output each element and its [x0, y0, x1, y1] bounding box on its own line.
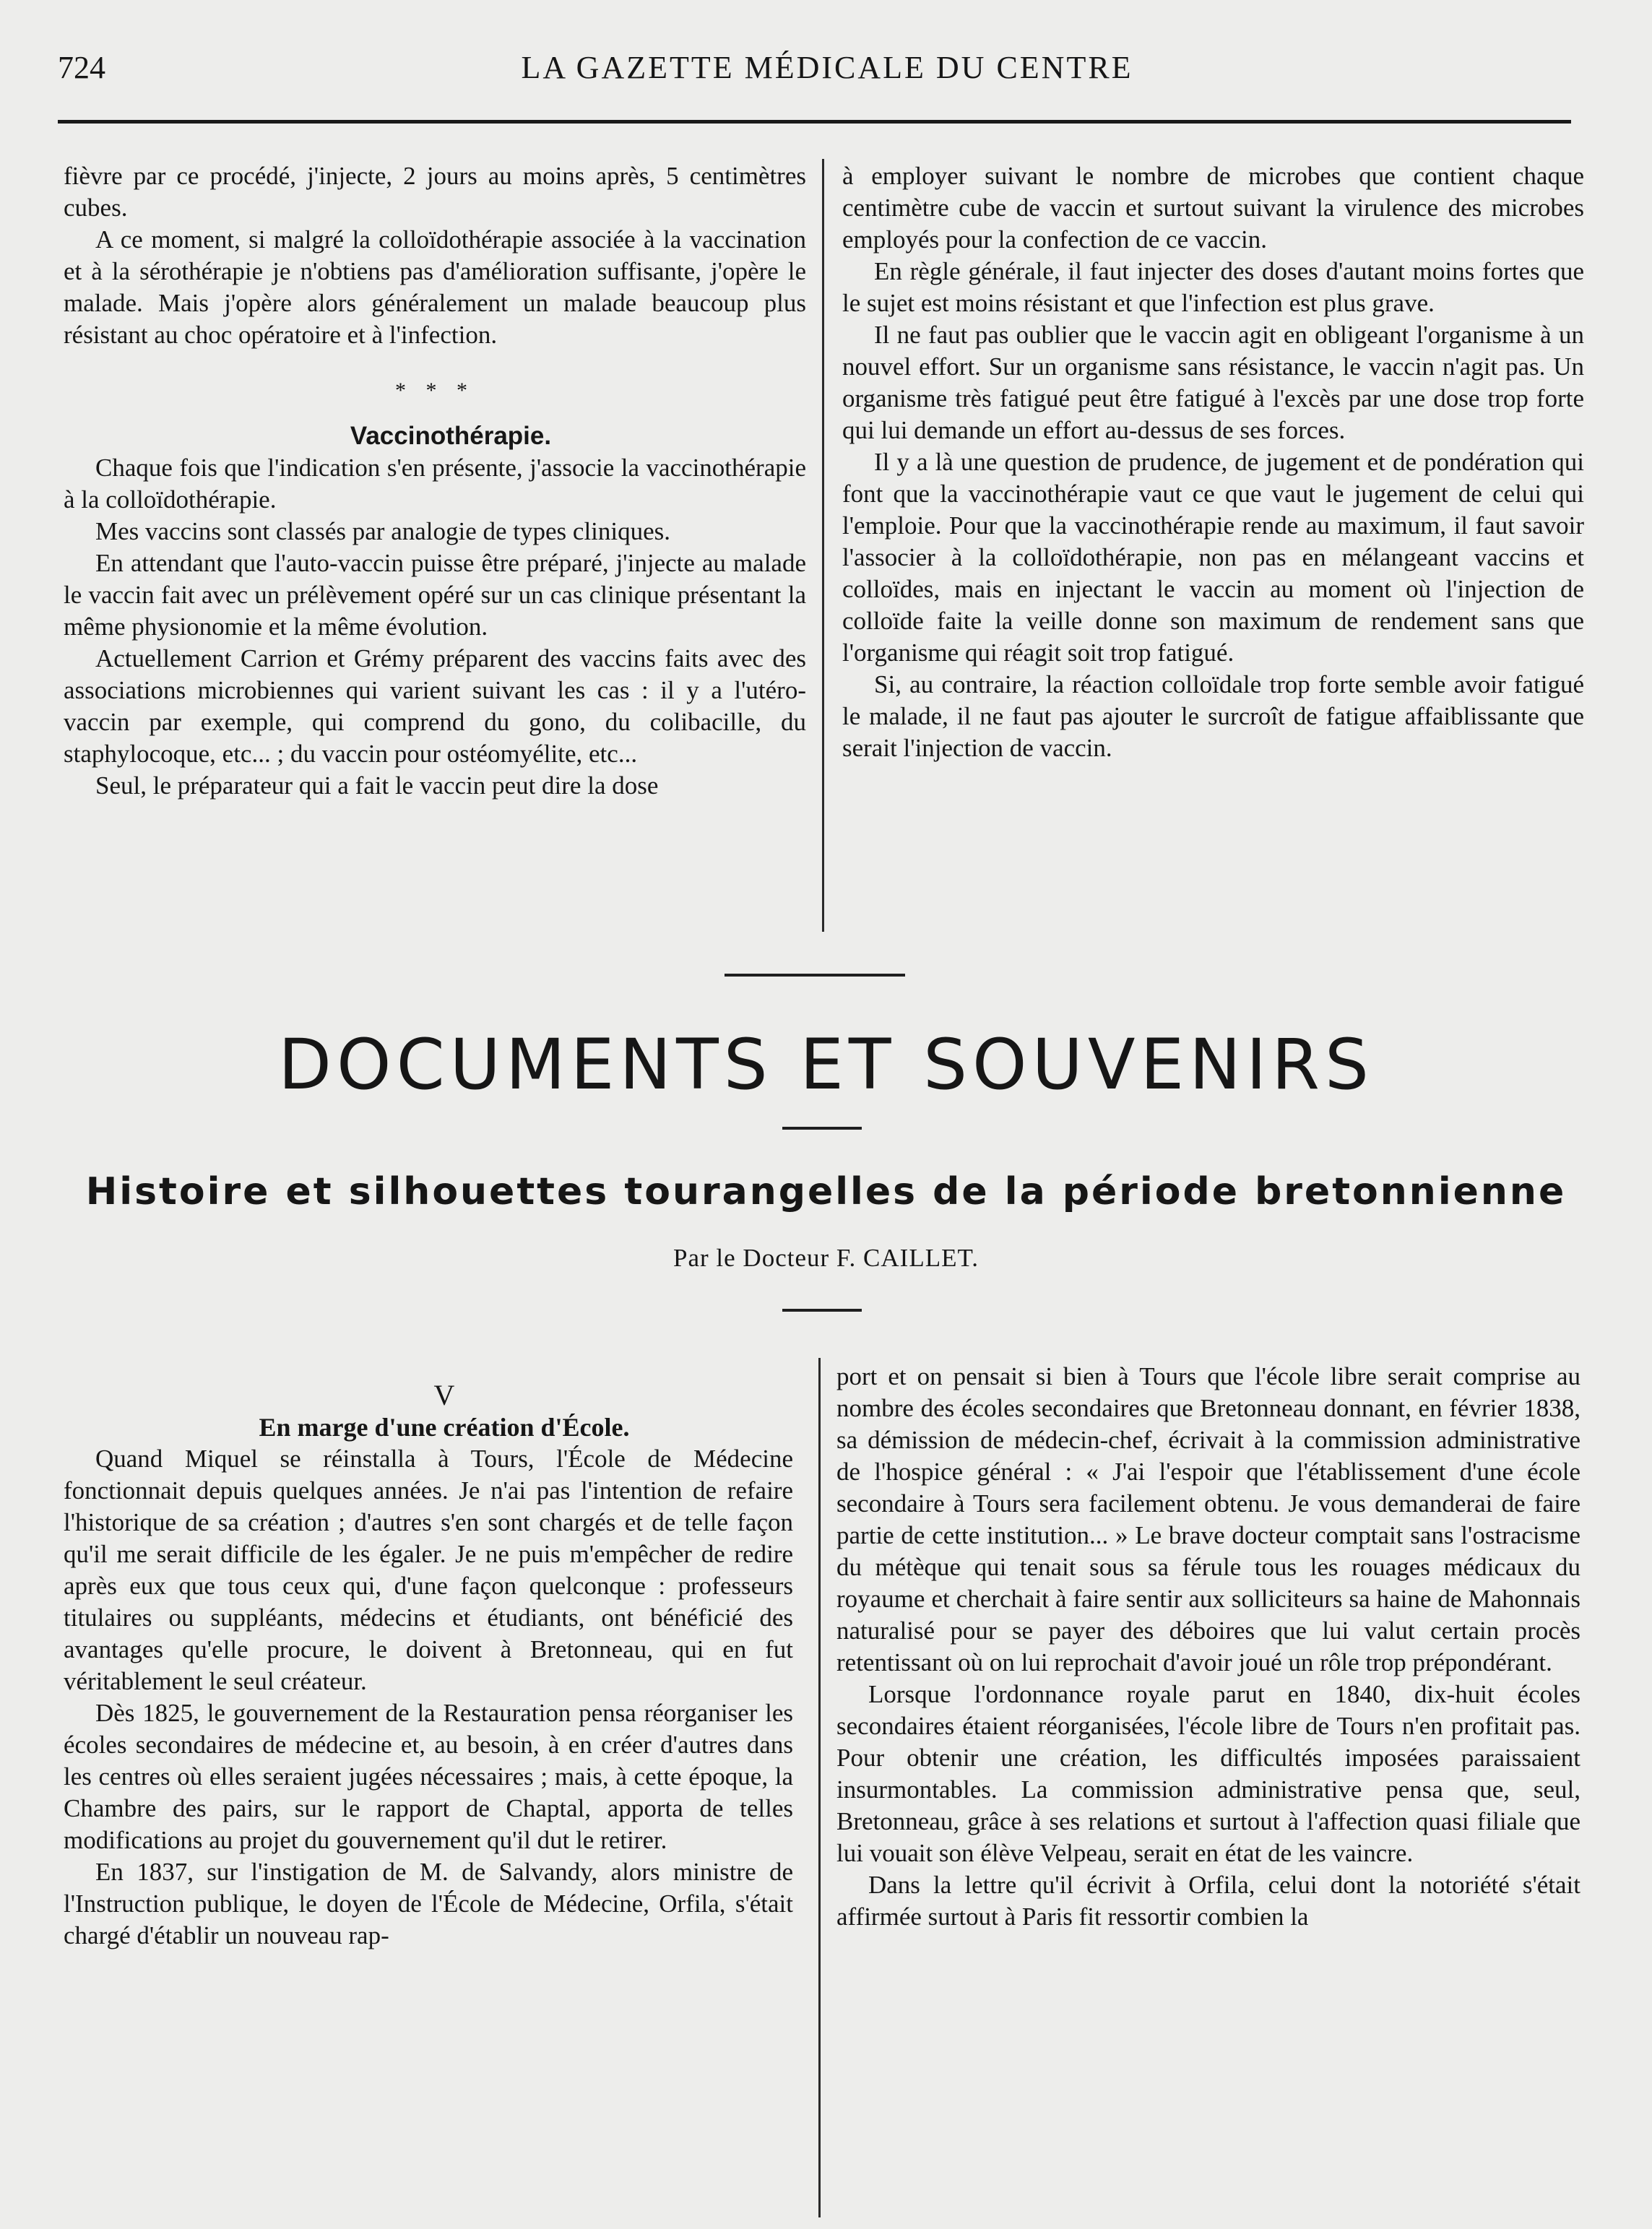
section-rule: [782, 1127, 862, 1130]
section-rule: [782, 1309, 862, 1312]
article-title: Histoire et silhouettes tourangelles de la période bretonnienne: [85, 1170, 1567, 1213]
section-title: DOCUMENTS ET SOUVENIRS: [278, 1024, 1374, 1105]
paragraph: Quand Miquel se réinstalla à Tours, l'École de Médecine fonctionnait depuis quelques années. Je n'ai pas l'intention de refaire l'historique de sa création ; d'autres s'en sont chargés et de telle façon qu'il me serait difficile de les égaler. Je ne puis m'empêcher de redire après eux que tous ceux qui, d'une façon quelconque : professeurs titulaires ou suppléants, médecins et étudiants, ont bénéficié des avantages qu'elle procure, le doivent à Bretonneau, qui en fut véritablement le seul créateur.: [64, 1445, 793, 1695]
paragraph: Il ne faut pas oublier que le vaccin agit en obligeant l'organisme à un nouvel effort. Sur un organisme sans résistance, le vaccin n'agit pas. Un organisme très fatigué peut être fatigué à l'excès par une dose trop forte qui lui demande un effort au-dessus de ses forces.: [842, 321, 1584, 444]
top-right-column: [842, 160, 1584, 764]
paragraph: Seul, le préparateur qui a fait le vaccin peut dire la dose: [95, 771, 659, 800]
header-rule: [58, 120, 1571, 124]
page-number: 724: [58, 50, 105, 85]
paragraph: En 1837, sur l'instigation de M. de Salvandy, alors ministre de l'Instruction publique, le doyen de l'École de Médecine, Orfila, s'était chargé d'établir un nouveau rap-: [64, 1858, 793, 1949]
column-divider: [818, 1358, 821, 2217]
paragraph: Dans la lettre qu'il écrivit à Orfila, celui dont la notoriété s'était affirmée surtout à Paris fit ressortir combien la: [836, 1871, 1580, 1931]
paragraph: port et on pensait si bien à Tours que l'école libre serait comprise au nombre des écoles secondaires que Bretonneau donnant, en février 1838, sa démission de médecin-chef, écrivait à la commission administrative de l'hospice général : « J'ai l'espoir que l'établissement d'une école secondaire à Tours sera facilement obtenu. Je vous demanderai de faire partie de cette institution... » Le brave docteur comptait sans l'ostracisme du métèque qui tenait sous sa férule tous les rouages médicaux du royaume et cherchait à faire sentir aux solliciteurs sa haine de Mahonnais naturalisé pour se payer des déboires que lui valut certain procès retentissant où on lui reprochait d'avoir joué un rôle trop prépondérant.: [836, 1362, 1580, 1676]
section-rule: [725, 974, 905, 977]
paragraph: fièvre par ce procédé, j'injecte, 2 jours au moins après, 5 centimètres cubes.: [64, 162, 806, 222]
paragraph: à employer suivant le nombre de microbes que contient chaque centimètre cube de vaccin et surtout suivant la virulence des microbes employés pour la confection de ce vaccin.: [842, 162, 1584, 254]
paragraph: Actuellement Carrion et Grémy préparent des vaccins faits avec des associations microbiennes qui varient suivant les cas : il y a l'utéro-vaccin par exemple, qui comprend du gono, du colibacille, du staphylocoque, etc... ; du vaccin pour ostéomyélite, etc...: [64, 644, 806, 768]
chapter-title: En marge d'une création d'École.: [259, 1413, 630, 1442]
journal-title: LA GAZETTE MÉDICALE DU CENTRE: [521, 50, 1133, 85]
paragraph: Chaque fois que l'indication s'en présente, j'associe la vaccinothérapie à la colloïdothérapie.: [64, 454, 806, 514]
byline: Par le Docteur F. CAILLET.: [673, 1244, 979, 1272]
paragraph: Mes vaccins sont classés par analogie de types cliniques.: [95, 517, 671, 545]
page-header: [58, 49, 1596, 100]
bottom-left-column: [64, 1380, 793, 1952]
paragraph: En règle générale, il faut injecter des doses d'autant moins fortes que le sujet est moins résistant et que l'infection est plus grave.: [842, 257, 1584, 317]
paragraph: Si, au contraire, la réaction colloïdale trop forte semble avoir fatigué le malade, il ne faut pas ajouter le surcroît de fatigue affaiblissante que serait l'injection de vaccin.: [842, 670, 1584, 762]
top-left-column: [64, 160, 806, 802]
paragraph: En attendant que l'auto-vaccin puisse être préparé, j'injecte au malade le vaccin fait avec un prélèvement opéré sur un cas clinique présentant la même physionomie et la même évolution.: [64, 549, 806, 641]
chapter-number: V: [433, 1379, 455, 1411]
column-divider: [822, 159, 824, 932]
bottom-right-column: [836, 1361, 1580, 1933]
paragraph: Lorsque l'ordonnance royale parut en 1840, dix-huit écoles secondaires étaient réorganisées, l'école libre de Tours n'en profitait pas. Pour obtenir une création, les difficultés imposées paraissaient insurmontables. La commission administrative pensa que, seul, Bretonneau, grâce à ses relations et surtout à l'affection quasi filiale que lui vouait son élève Velpeau, serait en état de les vaincre.: [836, 1680, 1580, 1867]
subsection-title: Vaccinothérapie.: [350, 422, 552, 450]
paragraph: Dès 1825, le gouvernement de la Restauration pensa réorganiser les écoles secondaires de médecine et, au besoin, à en créer d'autres dans les centres où elles seraient jugées nécessaires ; mais, à cette époque, la Chambre des pairs, sur le rapport de Chaptal, apporta de telles modifications au projet du gouvernement qu'il dut le retirer.: [64, 1699, 793, 1854]
paragraph: Il y a là une question de prudence, de jugement et de pondération qui font que la vaccinothérapie vaut ce que vaut le jugement de celui qui l'emploie. Pour que la vaccinothérapie rende au maximum, il faut savoir l'associer à la colloïdothérapie, non pas en mélangeant vaccins et colloïdes, mais en injectant le vaccin au moment où l'injection de colloïde faite la veille donne son maximum de rendement sans que l'organisme qui réagit soit trop fatigué.: [842, 448, 1584, 667]
section-separator: * * *: [395, 378, 475, 402]
paragraph: A ce moment, si malgré la colloïdothérapie associée à la vaccination et à la sérothérapie je n'obtiens pas d'amélioration suffisante, j'opère le malade. Mais j'opère alors généralement un malade beaucoup plus résistant au choc opératoire et à l'infection.: [64, 225, 806, 349]
